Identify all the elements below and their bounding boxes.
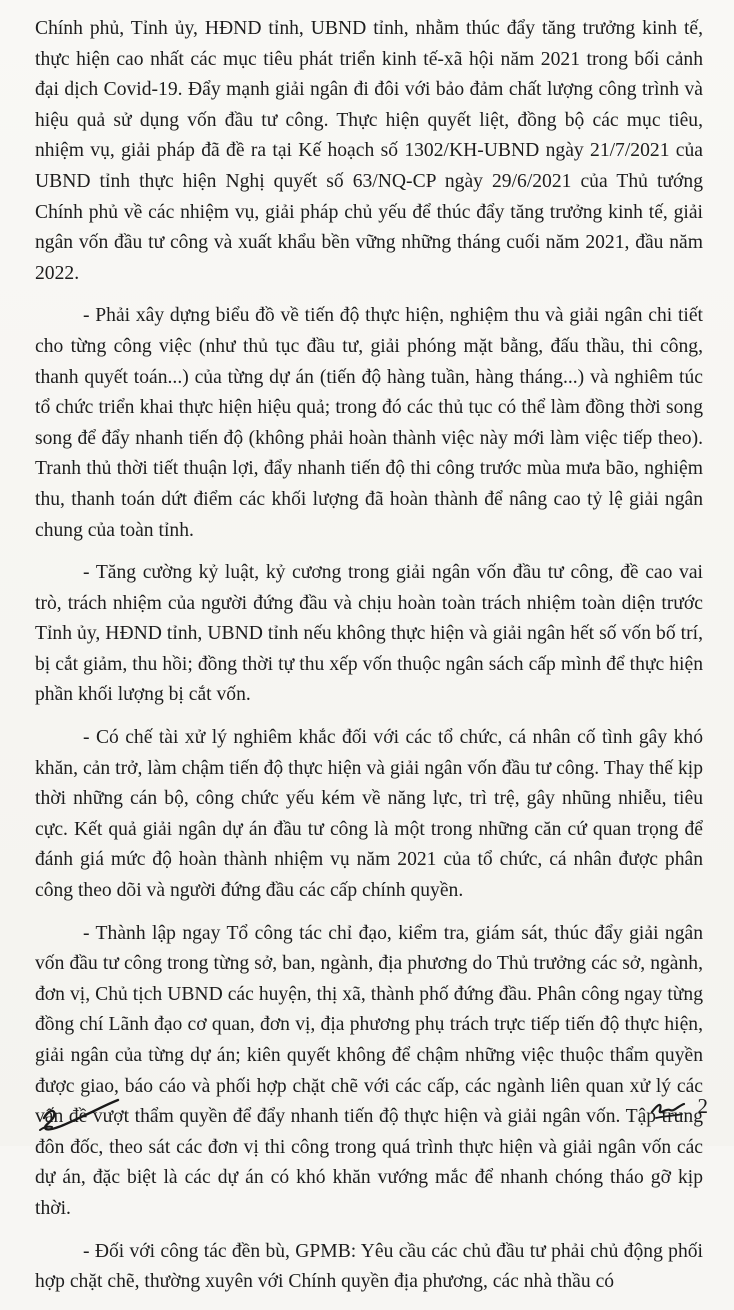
initials-signature-right xyxy=(648,1098,688,1124)
paragraph-compensation: - Đối với công tác đền bù, GPMB: Yêu cầu các chủ đầu tư phải chủ động phối hợp chặt chẽ, thường xuyên với Chính quyền địa phương, các nhà thầu có xyxy=(35,1240,703,1293)
page-number: 2 xyxy=(697,1094,708,1118)
document-body xyxy=(35,14,703,1310)
initials-signature-left xyxy=(34,1096,124,1136)
paragraph-progress-chart: - Phải xây dựng biểu đồ về tiến độ thực hiện, nghiệm thu và giải ngân chi tiết cho từng công việc (như thủ tục đầu tư, giải phóng mặt bằng, đấu thầu, thi công, thanh quyết toán...) của từng dự án (tiến độ hàng tuần, hàng tháng...) và nghiêm túc tổ chức triển khai thực hiện hiệu quả; trong đó các thủ tục có thể làm đồng thời song song để đẩy nhanh tiến độ (không phải hoàn thành việc này mới làm việc tiếp theo). Tranh thủ thời tiết thuận lợi, đẩy nhanh tiến độ thi công trước mùa mưa bão, nghiệm thu, thanh toán dứt điểm các khối lượng đã hoàn thành để nâng cao tỷ lệ giải ngân chung của toàn tỉnh. xyxy=(35,305,703,541)
paragraph-continuation: Chính phủ, Tỉnh ủy, HĐND tỉnh, UBND tỉnh, nhằm thúc đẩy tăng trưởng kinh tế, thực hiện cao nhất các mục tiêu phát triển kinh tế-xã hội năm 2021 trong bối cảnh đại dịch Covid-19. Đẩy mạnh giải ngân đi đôi với bảo đảm chất lượng công trình và hiệu quả sử dụng vốn đầu tư công. Thực hiện quyết liệt, đồng bộ các mục tiêu, nhiệm vụ, giải pháp đã đề ra tại Kế hoạch số 1302/KH-UBND ngày 21/7/2021 của UBND tỉnh thực hiện Nghị quyết số 63/NQ-CP ngày 29/6/2021 của Thủ tướng Chính phủ về các nhiệm vụ, giải pháp chủ yếu để thúc đẩy tăng trưởng kinh tế, giải ngân vốn đầu tư công và xuất khẩu bền vững những tháng cuối năm 2021, đầu năm 2022. xyxy=(35,18,703,284)
paragraph-sanctions: - Có chế tài xử lý nghiêm khắc đối với các tổ chức, cá nhân cố tình gây khó khăn, cản trở, làm chậm tiến độ thực hiện và giải ngân vốn đầu tư công. Thay thế kịp thời những cán bộ, công chức yếu kém về năng lực, trì trệ, gây nhũng nhiễu, tiêu cực. Kết quả giải ngân dự án đầu tư công là một trong những căn cứ quan trọng để đánh giá mức độ hoàn thành nhiệm vụ năm 2021 của tổ chức, cá nhân được phân công theo dõi và người đứng đầu các cấp chính quyền. xyxy=(35,727,703,902)
paragraph-discipline: - Tăng cường kỷ luật, kỷ cương trong giải ngân vốn đầu tư công, đề cao vai trò, trách nhiệm của người đứng đầu và chịu hoàn toàn trách nhiệm toàn diện trước Tỉnh ủy, HĐND tỉnh, UBND tỉnh nếu không thực hiện và giải ngân hết số vốn bố trí, bị cắt giảm, thu hồi; đồng thời tự thu xếp vốn thuộc ngân sách cấp mình để thực hiện phần khối lượng bị cắt vốn. xyxy=(35,562,703,706)
paragraph-task-force: - Thành lập ngay Tổ công tác chỉ đạo, kiểm tra, giám sát, thúc đẩy giải ngân vốn đầu tư công trong từng sở, ban, ngành, địa phương do Thủ trưởng các sở, ngành, đơn vị, Chủ tịch UBND các huyện, thị xã, thành phố đứng đầu. Phân công ngay từng đồng chí Lãnh đạo cơ quan, đơn vị, địa phương phụ trách trực tiếp tiến độ thực hiện, giải ngân của từng dự án; kiên quyết không để chậm những việc thuộc thẩm quyền được giao, báo cáo và phối hợp chặt chẽ với các cấp, các ngành liên quan xử lý các vấn đề vượt thẩm quyền để đẩy nhanh tiến độ thực hiện và giải ngân vốn. Tập trung đôn đốc, theo sát các đơn vị thi công trong quá trình thực hiện và giải ngân vốn các dự án, đặc biệt là các dự án có khó khăn vướng mắc để nhanh chóng tháo gỡ kịp thời. xyxy=(35,922,703,1219)
